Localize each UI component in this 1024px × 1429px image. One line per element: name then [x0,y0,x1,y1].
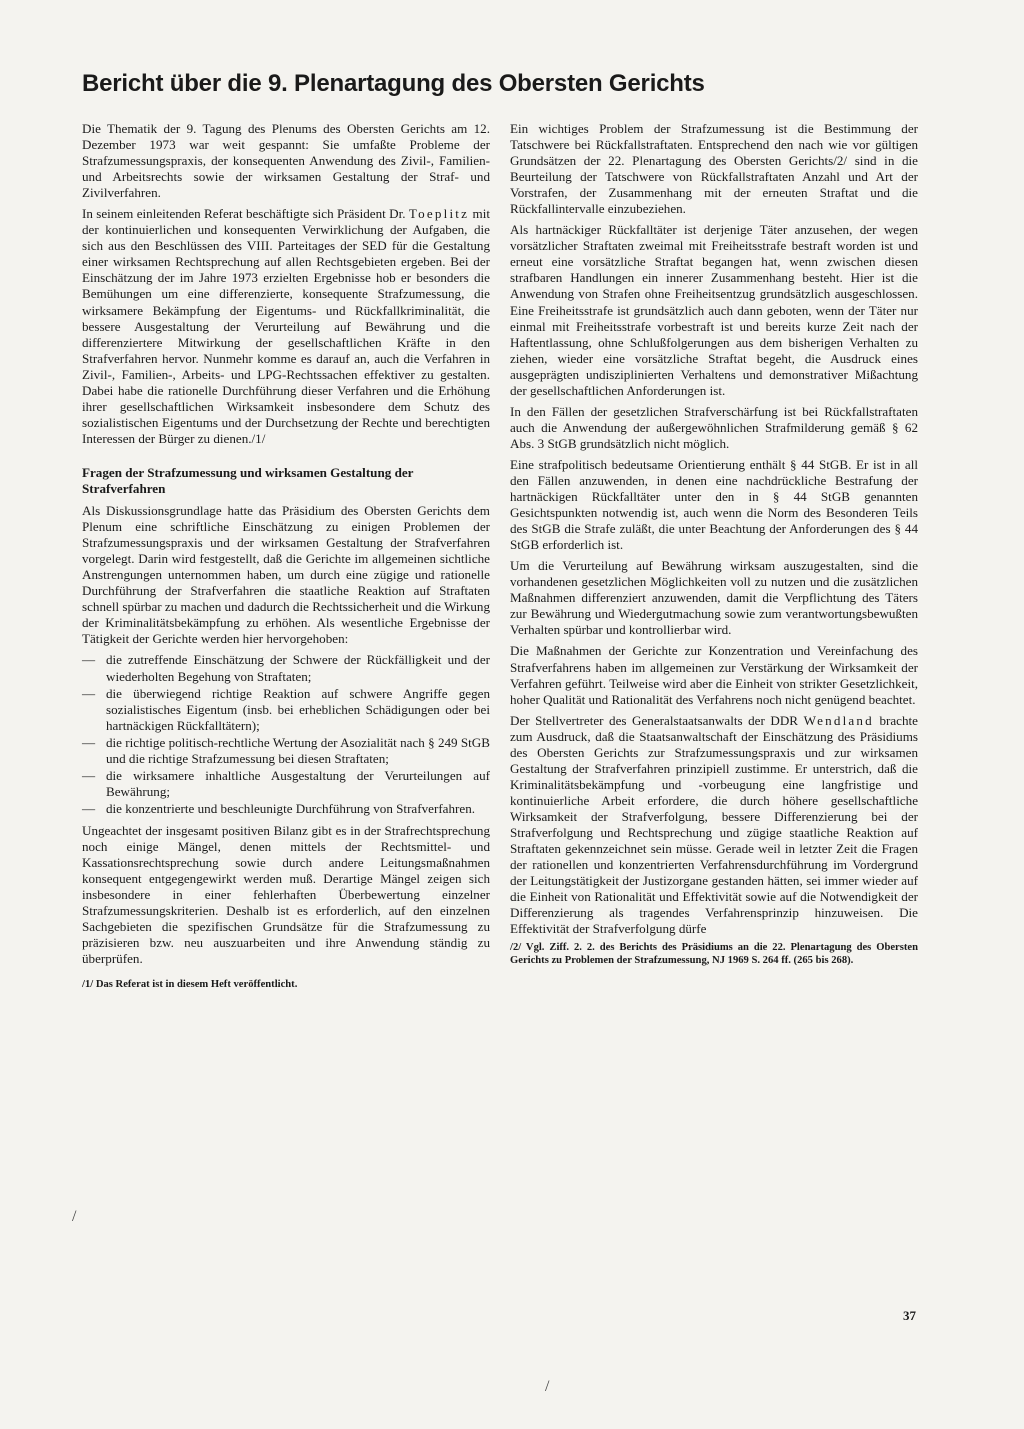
paragraph: Als hartnäckiger Rückfalltäter ist derjenige Täter anzusehen, der wegen vorsätzlicher Straftaten zweimal mit Freiheitsstrafe bestraft worden ist und erneut eine vorsätzliche Straftat begangen hat, wenn zwischen diesen strafbaren Handlungen ein innerer Zusammenhang besteht. Hier ist die Anwendung von Strafen ohne Freiheitsentzug grundsätzlich ausgeschlossen. Eine Freiheitsstrafe ist grundsätzlich auch dann geboten, wenn der Täter nur einmal mit Freiheitsstrafe vorbestraft ist und bereits kurze Zeit nach der Haftentlassung, ohne Schlußfolgerungen aus dem bisherigen Verhalten zu ziehen, wieder eine vorsätzliche Straftat begeht, die Ausdruck eines ausgeprägten undisziplinierten Verhaltens und demonstrativer Mißachtung der gesellschaftlichen Anforderungen ist. [510,222,918,398]
pencil-mark-icon: / [545,1378,550,1395]
paragraph: Ein wichtiges Problem der Strafzumessung ist die Bestimmung der Tatschwere bei Rückfallstraftaten. Entsprechend den nach wie vor gültigen Grundsätzen der 22. Plenartagung des Obersten Gerichts/2/ sind in die Beurteilung der Tatschwere von Rückfallstraftaten Anzahl und Art der Vorstrafen, der Zusammenhang mit der erneuten Straftat und die Rückfallintervalle einzubeziehen. [510,121,918,217]
footnote: /1/ Das Referat ist in diesem Heft veröffentlicht. [82,979,298,991]
section-heading: Fragen der Strafzumessung und wirksamen Gestaltung der Strafverfahren [82,464,414,496]
list-item: — die zutreffende Einschätzung der Schwere der Rückfälligkeit und der wiederholten Begehung von Straftaten; [82,652,490,684]
left-column [82,121,490,997]
article-title: Bericht über die 9. Plenartagung des Obersten Gerichts [82,70,705,97]
text-run: Der Stellvertreter des Generalstaatsanwalts der DDR [510,712,804,728]
paragraph: Als Diskussionsgrundlage hatte das Präsidium des Obersten Gerichts dem Plenum eine schriftliche Einschätzung zu einigen Problemen der Strafzumessungspraxis und der wirksamen Gestaltung der Strafverfahren vorgelegt. Darin wird festgestellt, daß die Gerichte im allgemeinen sichtliche Anstrengungen unternommen haben, um durch eine zügige und rationelle Durchführung der Strafverfahren die staatliche Reaktion auf Straftaten schnell spürbar zu machen und dadurch die Rechtssicherheit und die Wirkung der Kriminalitätsbekämpfung zu erhöhen. Als wesentliche Ergebnisse der Tätigkeit der Gerichte werden hier hervorgehoben: [82,503,490,647]
text-run: mit der kontinuierlichen und konsequenten Verwirklichung der Aufgaben, die sich aus den Beschlüssen des VIII. Parteitages der SED für die Gestaltung einer wirksamen Rechtsprechung auf allen Rechtsgebieten ergeben. Bei der Einschätzung der im Jahre 1973 erzielten Ergebnisse hob er besonders die Bemühungen um eine differenzierte, konsequente Strafzumessung, die wirksamere Bekämpfung der Eigentums- und Rückfallkriminalität, die bessere Ausgestaltung der Verurteilung auf Bewährung und die differenziertere Mitwirkung der gesellschaftlichen Kräfte in den Strafverfahren hervor. Nunmehr komme es darauf an, auch die Verfahren in Zivil-, Familien-, Arbeits- und LPG-Rechtssachen effektiver zu gestalten. Dabei habe die rationelle Durchführung dieser Verfahren und die Erhöhung ihrer gesellschaftlichen Wirksamkeit insbesondere dem Schutz des sozialistischen Eigentums und der Durchsetzung der Rechte und berechtigten Interessen der Bürger zu dienen./1/ [82,206,490,446]
paragraph [82,206,490,447]
list-item: — die wirksamere inhaltliche Ausgestaltung der Verurteilungen auf Bewährung; [82,768,490,800]
person-name: Wendland [803,712,874,728]
list-item: — die richtige politisch-rechtliche Wertung der Asozialität nach § 249 StGB und die richtige Strafzumessung bei diesen Straftaten; [82,735,490,767]
results-list [82,652,490,816]
paragraph: Eine strafpolitisch bedeutsame Orientierung enthält § 44 StGB. Er ist in all den Fällen anzuwenden, in denen eine nachdrückliche Bestrafung der hartnäckigen Rückfalltäter unter den in § 44 StGB genannten Gesichtspunkten notwendig ist, auch wenn die Norm des Besonderen Teils des StGB die Strafe zuläßt, die unter Beachtung der Anforderungen des § 44 StGB erforderlich ist. [510,456,918,553]
page-number: 37 [903,1308,916,1323]
paragraph [510,713,918,938]
list-item: — die konzentrierte und beschleunigte Durchführung von Strafverfahren. [82,801,490,817]
paragraph: Ungeachtet der insgesamt positiven Bilanz gibt es in der Strafrechtsprechung noch einige Mängel, denen mittels der Rechtsmittel- und Kassationsrechtsprechung sowie durch andere Leitungsmaßnahmen konsequent entgegengewirkt werden muß. Derartige Mängel zeigen sich insbesondere in einer fehlerhaften Überbewertung einzelner Strafzumessungskriterien. Deshalb ist es erforderlich, auf den einzelnen Sachgebieten die spezifischen Grundsätze für die Strafzumessung zu präzisieren bzw. neu auszuarbeiten und ihre Anwendung ständig zu überprüfen. [82,822,490,967]
person-name: Toeplitz [408,206,470,222]
footnote: /2/ Vgl. Ziff. 2. 2. des Berichts des Präsidiums an die 22. Plenartagung des Obersten Gerichts zu Problemen der Strafzumessung, NJ 1969 S. 264 ff. (265 bis 268). [510,942,918,966]
pencil-mark-icon: / [72,1208,77,1225]
paragraph: Die Maßnahmen der Gerichte zur Konzentration und Vereinfachung des Strafverfahrens haben im allgemeinen zur Verstärkung der Wirksamkeit der Verfahren geführt. Teilweise wird aber die Einheit von strikter Gesetzlichkeit, hoher Qualität und Rationalität des Verfahrens noch nicht genügend beachtet. [510,643,918,707]
right-column [510,121,918,972]
paragraph: Um die Verurteilung auf Bewährung wirksam auszugestalten, sind die vorhandenen gesetzlichen Möglichkeiten voll zu nutzen und die zusätzlichen Maßnahmen differenziert anzuwenden, damit die Verpflichtung des Täters zur Bewährung und Wiedergutmachung sowie zum verantwortungsbewußten Verhalten spürbar und kontrollierbar wird. [510,558,918,638]
paragraph: In den Fällen der gesetzlichen Strafverschärfung ist bei Rückfallstraftaten auch die Anwendung der außergewöhnlichen Strafmilderung gemäß § 62 Abs. 3 StGB grundsätzlich nicht möglich. [510,403,918,451]
text-run: brachte zum Ausdruck, daß die Staatsanwaltschaft der Einschätzung des Präsidiums des Obersten Gerichts zur Strafzumessungspraxis und zur wirksamen Gestaltung der Strafverfahren prinzipiell zustimme. Er unterstrich, daß die Kriminalitätsbekämpfung und -vorbeugung eine langfristige und kontinuierliche Arbeit erfordere, die durch höhere gesellschaftliche Wirksamkeit der Strafverfolgung, bessere Differenzierung bei der Strafverfolgung und Rechtsprechung und zügige staatliche Reaktion auf Straftaten gekennzeichnet sein müsse. Gerade weil in letzter Zeit die Fragen der rationellen und konzentrierten Verfahrensdurchführung im Vordergrund der Leitungstätigkeit der Justizorgane gestanden hätten, sei immer wieder auf die Einheit von Rationalität und Effektivität sowie auf die Notwendigkeit der Differenzierung als tragendes Verfahrensprinzip hinzuweisen. Die Effektivität der Strafverfolgung dürfe [510,712,918,937]
text-run: In seinem einleitenden Referat beschäftigte sich Präsident Dr. [82,206,409,222]
intro-paragraph: Die Thematik der 9. Tagung des Plenums des Obersten Gerichts am 12. Dezember 1973 war weit gespannt: Sie umfaßte Probleme der Strafzumessungspraxis, der konsequenten Anwendung des Zivil-, Familien- und Arbeitsrechts sowie der wirksamen Gestaltung der Straf- und Zivilverfahren. [82,121,490,201]
list-item: — die überwiegend richtige Reaktion auf schwere Angriffe gegen sozialistisches Eigentum (insb. bei erheblichen Schädigungen oder bei hartnäckigen Rückfalltätern); [82,686,490,734]
